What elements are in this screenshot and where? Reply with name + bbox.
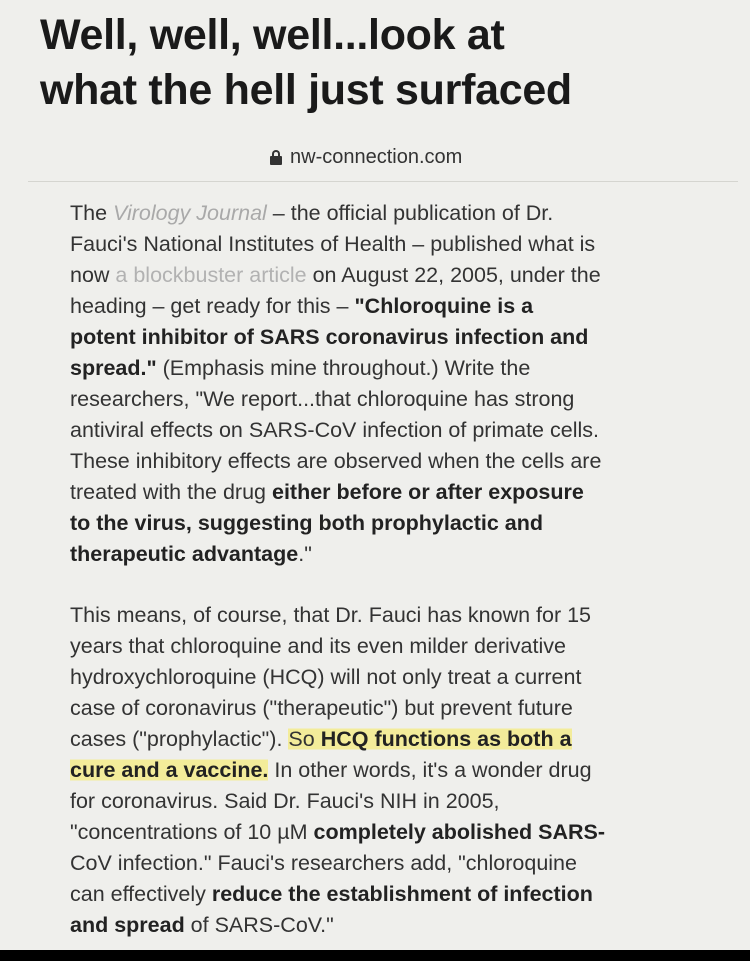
text-line: CoV infection." Fauci's researchers add, "chloroquine (70, 851, 577, 875)
article-body (70, 198, 718, 941)
text-line: years that chloroquine and its even milder derivative (70, 634, 566, 658)
text-line: antiviral effects on SARS-CoV infection of primate cells. (70, 418, 599, 442)
paragraph-1 (70, 198, 718, 570)
text-line: "concentrations of 10 µM completely abolished SARS- (70, 820, 606, 844)
text-line: researchers, "We report...that chloroquine has strong (70, 387, 575, 411)
text-line: The Virology Journal – the official publication of Dr. (70, 201, 554, 225)
paragraph-2 (70, 600, 718, 941)
text-line: can effectively reduce the establishment of infection (70, 882, 593, 906)
text-line: This means, of course, that Dr. Fauci has known for 15 (70, 603, 592, 627)
text-line: potent inhibitor of SARS coronavirus infection and (70, 325, 589, 349)
site-address (270, 144, 462, 170)
text-line: hydroxychloroquine (HCQ) will not only treat a current (70, 665, 582, 689)
text-line: cases ("prophylactic"). So HCQ functions as both a (70, 727, 572, 751)
text-line: now a blockbuster article on August 22, 2005, under the (70, 263, 601, 287)
text-line: spread." (Emphasis mine throughout.) Write the (70, 356, 531, 380)
lock-icon (270, 150, 282, 165)
highlighted-text: cure and a vaccine. (70, 758, 269, 782)
text-line: for coronavirus. Said Dr. Fauci's NIH in 2005, (70, 789, 500, 813)
text-line: These inhibitory effects are observed when the cells are (70, 449, 602, 473)
text-line: therapeutic advantage." (70, 542, 312, 566)
text-line: to the virus, suggesting both prophylactic and (70, 511, 544, 535)
site-domain: nw-connection.com (290, 146, 463, 168)
blockbuster-article-link[interactable]: a blockbuster article (115, 263, 307, 287)
headline (40, 8, 730, 118)
headline-line-1: Well, well, well...look at (40, 11, 505, 59)
bottom-bar (0, 950, 750, 961)
highlighted-text: So HCQ functions as both a (288, 727, 572, 751)
headline-line-2: what the hell just surfaced (40, 66, 572, 114)
text-line: Fauci's National Institutes of Health – published what is (70, 232, 596, 256)
text-line: heading – get ready for this – "Chloroquine is a (70, 294, 534, 318)
virology-journal-link[interactable]: Virology Journal (113, 201, 267, 225)
text-line: treated with the drug either before or after exposure (70, 480, 584, 504)
text-line: and spread of SARS-CoV." (70, 913, 334, 937)
text-line: case of coronavirus ("therapeutic") but prevent future (70, 696, 573, 720)
divider (28, 181, 738, 182)
text-line: cure and a vaccine. In other words, it's a wonder drug (70, 758, 592, 782)
